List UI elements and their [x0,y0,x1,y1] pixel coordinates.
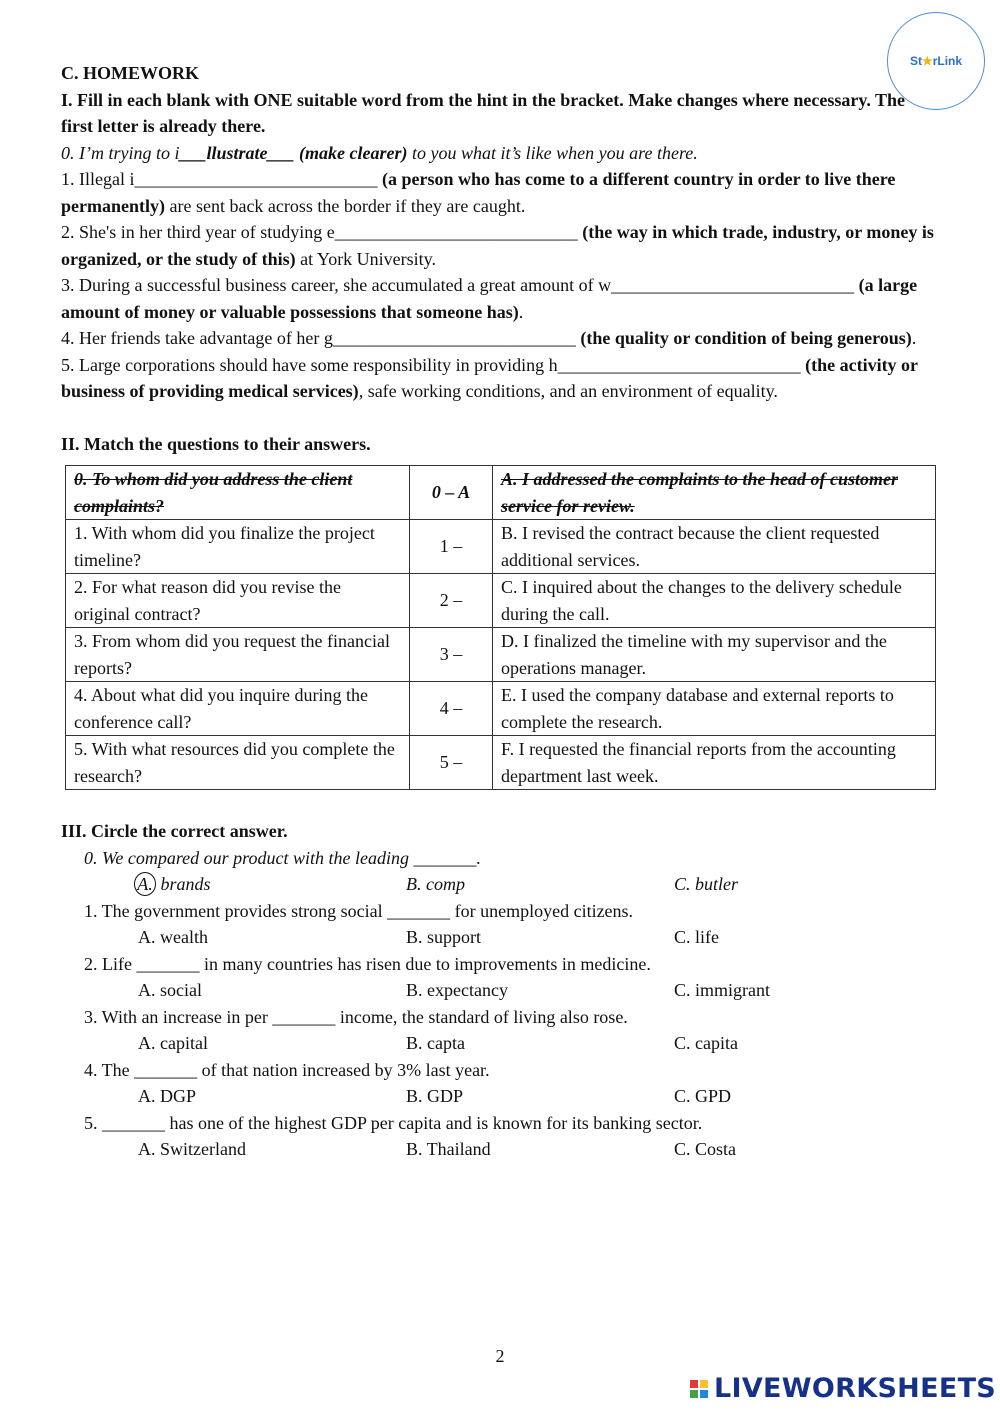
example-answer: ___llustrate___ [179,142,295,163]
answer-blank[interactable]: ___________________________ [334,222,578,242]
option-c[interactable]: C. butler [674,874,739,894]
option-c[interactable]: C. capita [674,1033,738,1053]
table-row [66,736,936,790]
option-b[interactable]: B. capta [406,1033,465,1053]
answer-cell: A. I addressed the complaints to the head of customer service for review. [501,469,899,516]
key-cell[interactable]: 4 – [410,682,493,736]
part1-item-1 [61,166,941,219]
item-text-end: . [518,301,524,322]
key-cell[interactable]: 2 – [410,574,493,628]
star-icon: ★ [921,53,933,68]
question-cell: 5. With what resources did you complete the research? [66,736,410,790]
option-c[interactable]: C. GPD [674,1086,732,1106]
option-c[interactable]: C. life [674,927,719,947]
key-cell[interactable]: 3 – [410,628,493,682]
question-cell: 4. About what did you inquire during the conference call? [66,682,410,736]
example-hint: (make clearer) [294,142,408,163]
answer-blank[interactable]: ___________________________ [332,328,576,348]
item-hint: (the way in which trade, industry, or money is organized, or the study of this) [61,222,934,269]
answer-cell: C. I inquired about the changes to the delivery schedule during the call. [493,574,936,628]
mcq-options-2 [138,977,941,1004]
logo-text-end: rLink [932,53,963,68]
item-text-end: at York University. [295,248,437,269]
mcq-example-question: 0. We compared our product with the leading _______. [84,847,481,868]
option-a[interactable]: A. Switzerland [138,1139,246,1159]
part2-title: II. Match the questions to their answers. [61,433,371,454]
mcq-example-options [138,871,941,898]
answer-cell: E. I used the company database and external reports to complete the research. [493,682,936,736]
table-row [66,628,936,682]
table-row [66,520,936,574]
item-text-end: are sent back across the border if they are caught. [164,195,526,216]
option-a[interactable]: A. DGP [138,1086,197,1106]
worksheet-page [61,60,941,1163]
question-cell: 1. With whom did you finalize the project timeline? [66,520,410,574]
table-row [66,574,936,628]
mcq-options-5 [138,1136,941,1163]
section-title: C. HOMEWORK [61,63,199,83]
mcq-question-3: 3. With an increase in per _______ income, the standard of living also rose. [84,1006,628,1027]
part1-item-3 [61,272,941,325]
answer-cell: B. I revised the contract because the client requested additional services. [493,520,936,574]
answer-cell: D. I finalized the timeline with my supervisor and the operations manager. [493,628,936,682]
item-text: 2. She's in her third year of studying e [61,222,335,242]
option-c[interactable]: C. immigrant [674,980,770,1000]
question-cell: 3. From whom did you request the financial reports? [66,628,410,682]
liveworksheets-icon [690,1380,708,1398]
page-number: 2 [495,1346,505,1366]
question-cell: 2. For what reason did you revise the original contract? [66,574,410,628]
part1-title: I. Fill in each blank with ONE suitable word from the hint in the bracket. Make changes where necessary. The first letter is already there. [61,89,906,136]
option-b[interactable]: B. Thailand [406,1139,491,1159]
mcq-question-1: 1. The government provides strong social _______ for unemployed citizens. [84,900,634,921]
brand-text: LIVEWORKSHEETS [714,1372,997,1404]
table-row [66,682,936,736]
option-a[interactable]: A. wealth [138,927,208,947]
option-b[interactable]: B. support [406,927,482,947]
option-b[interactable]: B. expectancy [406,980,508,1000]
circled-answer: A. [134,872,156,896]
key-cell[interactable]: 1 – [410,520,493,574]
option-a[interactable] [138,871,406,898]
table-row [66,466,936,520]
answer-blank[interactable]: ___________________________ [134,169,378,189]
part1-item-2 [61,219,941,272]
mcq-options-3 [138,1030,941,1057]
part3-title: III. Circle the correct answer. [61,821,288,841]
option-b[interactable]: B. comp [406,874,465,894]
option-a[interactable]: A. social [138,980,202,1000]
key-cell: 0 – A [431,482,471,503]
part1-item-5 [61,352,941,405]
item-text: 5. Large corporations should have some responsibility in providing h [61,354,558,375]
matching-table [65,465,936,790]
answer-cell: F. I requested the financial reports from the accounting department last week. [493,736,936,790]
item-text-end: . [911,328,917,348]
key-cell[interactable]: 5 – [410,736,493,790]
item-text: 3. During a successful business career, she accumulated a great amount of w [61,275,612,295]
example-pre: 0. I’m trying to i [61,142,180,163]
option-b[interactable]: B. GDP [406,1086,464,1106]
question-cell: 0. To whom did you address the client complaints? [74,469,353,516]
mcq-question-4: 4. The _______ of that nation increased by 3% last year. [84,1059,490,1080]
example-post: to you what it’s like when you are there. [407,142,698,163]
answer-blank[interactable]: ___________________________ [557,354,801,375]
logo-text-start: St [909,53,922,68]
item-hint: (a person who has come to a different country in order to live there permanently) [61,169,896,216]
mcq-options-1 [138,924,941,951]
item-hint: (a large amount of money or valuable possessions that someone has) [61,275,918,322]
mcq-options-4 [138,1083,941,1110]
item-hint: (the activity or business of providing medical services) [61,354,918,401]
option-a-text: brands [156,874,211,894]
item-text: 1. Illegal i [61,169,135,189]
mcq-question-5: 5. _______ has one of the highest GDP per capita and is known for its banking sector. [84,1112,703,1133]
mcq-question-2: 2. Life _______ in many countries has risen due to improvements in medicine. [84,953,651,974]
answer-blank[interactable]: ___________________________ [611,275,855,295]
option-a[interactable]: A. capital [138,1033,208,1053]
item-hint: (the quality or condition of being generous) [575,328,912,348]
part1-example [61,140,941,167]
liveworksheets-logo [690,1372,996,1406]
part1-item-4 [61,325,941,352]
item-text-end: , safe working conditions, and an environment of equality. [358,381,778,401]
item-text: 4. Her friends take advantage of her g [61,328,333,348]
option-c[interactable]: C. Costa [674,1139,737,1159]
